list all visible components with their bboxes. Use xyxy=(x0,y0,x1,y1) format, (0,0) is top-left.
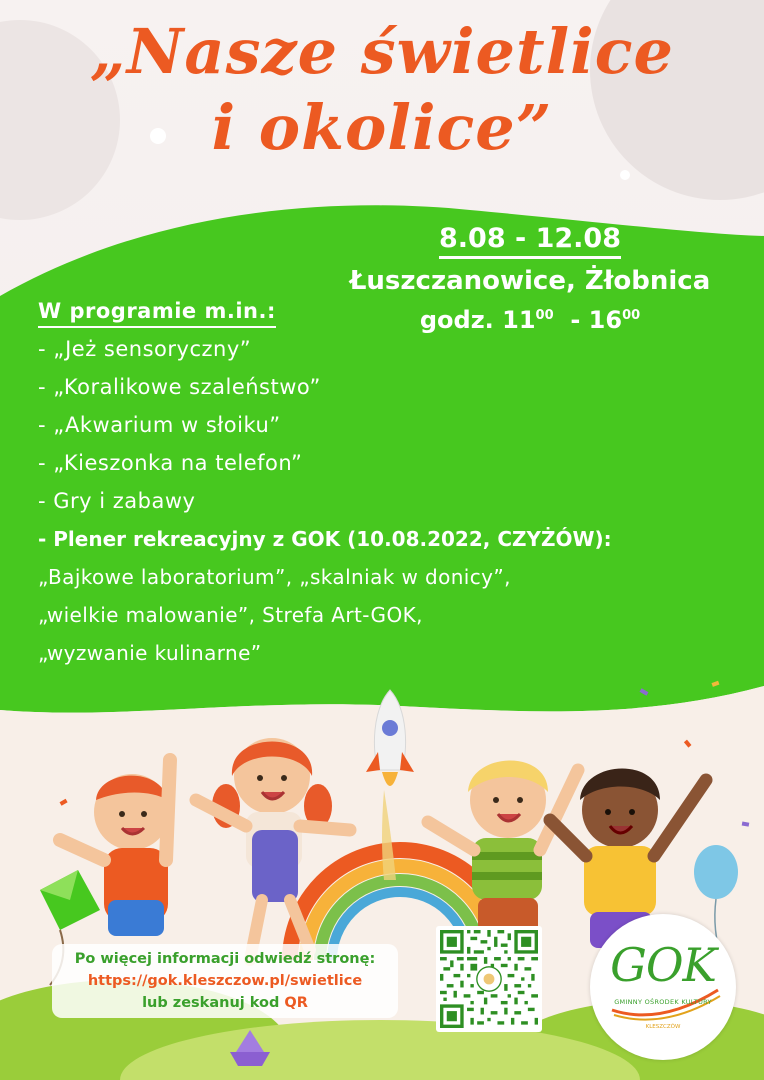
program-item: - „Koralikowe szaleństwo” xyxy=(38,375,321,399)
info-box xyxy=(52,944,398,1018)
qr-code-graphic xyxy=(440,930,538,1028)
program-section xyxy=(38,296,738,672)
program-item: - „Jeż sensoryczny” xyxy=(38,337,252,361)
gok-logo-small-text: KLESZCZÓW xyxy=(645,1024,681,1030)
program-heading: W programie m.in.: xyxy=(38,296,276,328)
info-scan-text: lub zeskanuj kod xyxy=(142,995,285,1011)
website-link[interactable]: https://gok.kleszczow.pl/swietlice xyxy=(87,973,363,989)
program-item: - „Akwarium w słoiku” xyxy=(38,413,281,437)
title-line-1: „Nasze świetlice xyxy=(90,15,674,88)
event-location: Łuszczanowice, Żłobnica xyxy=(349,266,711,296)
gok-logo-text: GOK xyxy=(610,938,716,992)
program-item: - Gry i zabawy xyxy=(38,489,196,513)
program-plener: - Plener rekreacyjny z GOK (10.08.2022, CZYŻÓW): xyxy=(38,527,612,551)
hours-separator: - 16 xyxy=(553,306,623,334)
hours-sup-end: 00 xyxy=(622,308,641,323)
info-line xyxy=(52,992,398,1014)
program-item: - „Kieszonka na telefon” xyxy=(38,451,303,475)
poster-title xyxy=(0,14,764,166)
qr-code-icon[interactable] xyxy=(436,926,542,1032)
info-line: Po więcej informacji odwiedź stronę: xyxy=(74,951,376,967)
gok-logo-swoosh xyxy=(590,914,736,1060)
gok-logo-subtitle: GMINNY OŚRODEK KULTURY xyxy=(614,998,712,1006)
hours-sup-start: 00 xyxy=(535,308,554,323)
event-dates: 8.08 - 12.08 xyxy=(439,222,621,259)
gok-logo xyxy=(590,914,736,1060)
plener-line: „Bajkowe laboratorium”, „skalniak w donicy”, xyxy=(38,565,511,589)
plener-line: „wyzwanie kulinarne” xyxy=(38,641,262,665)
title-line-2: i okolice” xyxy=(211,91,553,164)
info-qr-word: QR xyxy=(284,995,308,1011)
hours-prefix: godz. 11 xyxy=(419,306,536,334)
plener-line: „wielkie malowanie”, Strefa Art-GOK, xyxy=(38,603,423,627)
